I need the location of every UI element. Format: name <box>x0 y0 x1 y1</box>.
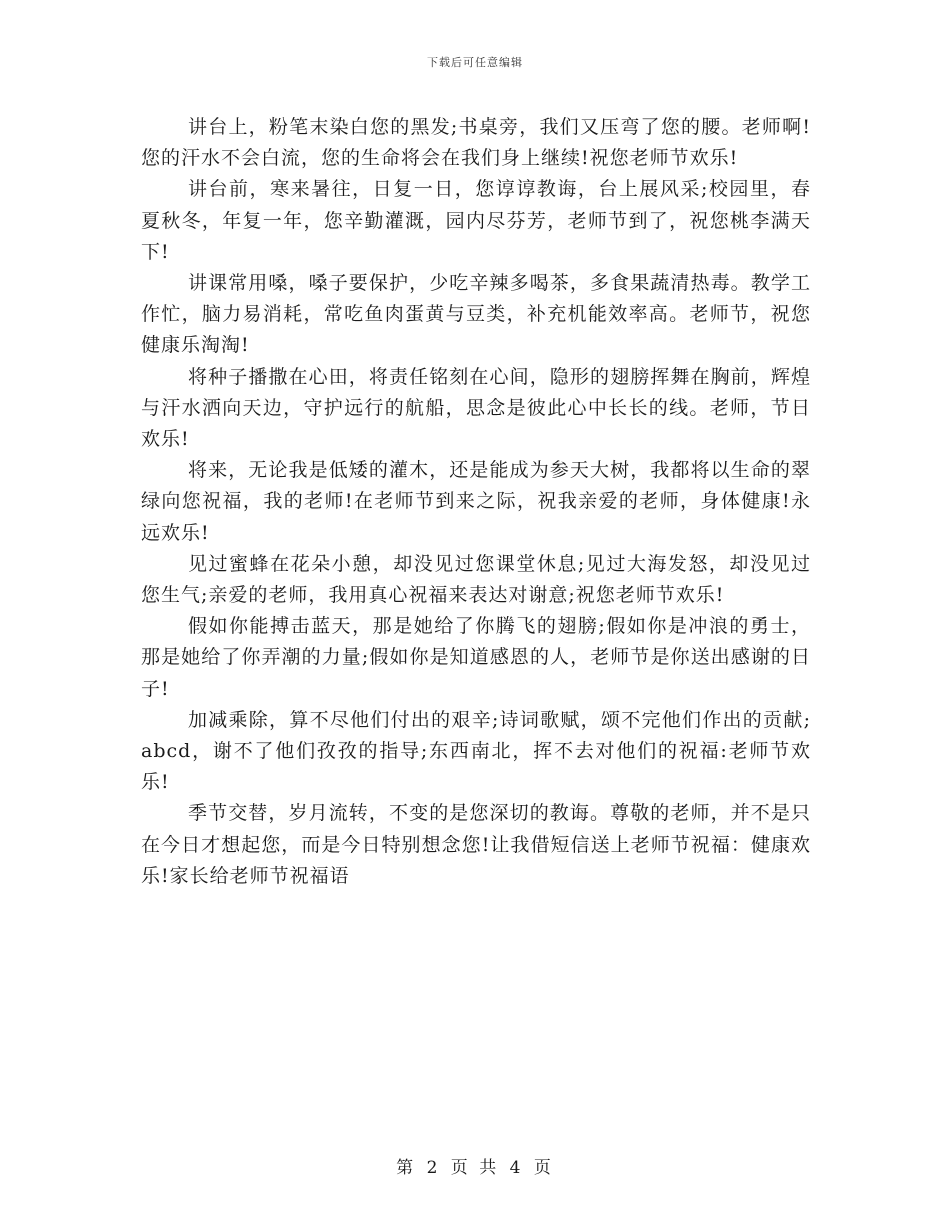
header-note: 下载后可任意编辑 <box>427 56 523 69</box>
paragraph-5: 将来，无论我是低矮的灌木，还是能成为参天大树，我都将以生命的翠绿向您祝福，我的老师!在老师节到来之际，祝我亲爱的老师，身体健康!永远欢乐! <box>141 459 811 544</box>
document-body <box>141 112 811 892</box>
paragraph-4: 将种子播撒在心田，将责任铭刻在心间，隐形的翅膀挥舞在胸前，辉煌与汗水洒向天边，守护远行的航船，思念是彼此心中长长的线。老师，节日欢乐! <box>141 365 811 451</box>
total-pages-number: 4 <box>509 1158 524 1178</box>
footer-suffix: 页 <box>533 1158 554 1178</box>
page-number-footer <box>0 1153 950 1178</box>
current-page-number: 2 <box>426 1158 441 1178</box>
footer-prefix: 第 <box>396 1158 417 1178</box>
paragraph-3: 讲课常用嗓，嗓子要保护，少吃辛辣多喝茶，多食果蔬清热毒。教学工作忙，脑力易消耗，常吃鱼肉蛋黄与豆类，补充机能效率高。老师节，祝您健康乐淘淘! <box>141 272 811 357</box>
paragraph-9: 季节交替，岁月流转，不变的是您深切的教诲。尊敬的老师，并不是只在今日才想起您，而是今日特别想念您!让我借短信送上老师节祝福：健康欢乐!家长给老师节祝福语 <box>141 802 811 887</box>
paragraph-8: 加减乘除，算不尽他们付出的艰辛;诗词歌赋，颂不完他们作出的贡献;abcd，谢不了他们孜孜的指导;东西南北，挥不去对他们的祝福:老师节欢乐! <box>141 708 811 794</box>
paragraph-2: 讲台前，寒来暑往，日复一日，您谆谆教诲，台上展风采;校园里，春夏秋冬，年复一年，您辛勤灌溉，园内尽芬芳，老师节到了，祝您桃李满天下! <box>141 178 811 263</box>
paragraph-7: 假如你能搏击蓝天，那是她给了你腾飞的翅膀;假如你是冲浪的勇士，那是她给了你弄潮的力量;假如你是知道感恩的人，老师节是你送出感谢的日子! <box>141 615 811 700</box>
footer-middle: 页 共 <box>450 1158 500 1178</box>
paragraph-1: 讲台上，粉笔末染白您的黑发;书桌旁，我们又压弯了您的腰。老师啊!您的汗水不会白流，您的生命将会在我们身上继续!祝您老师节欢乐! <box>141 116 811 170</box>
paragraph-6: 见过蜜蜂在花朵小憩，却没见过您课堂休息;见过大海发怒，却没见过您生气;亲爱的老师，我用真心祝福来表达对谢意;祝您老师节欢乐! <box>141 552 811 607</box>
